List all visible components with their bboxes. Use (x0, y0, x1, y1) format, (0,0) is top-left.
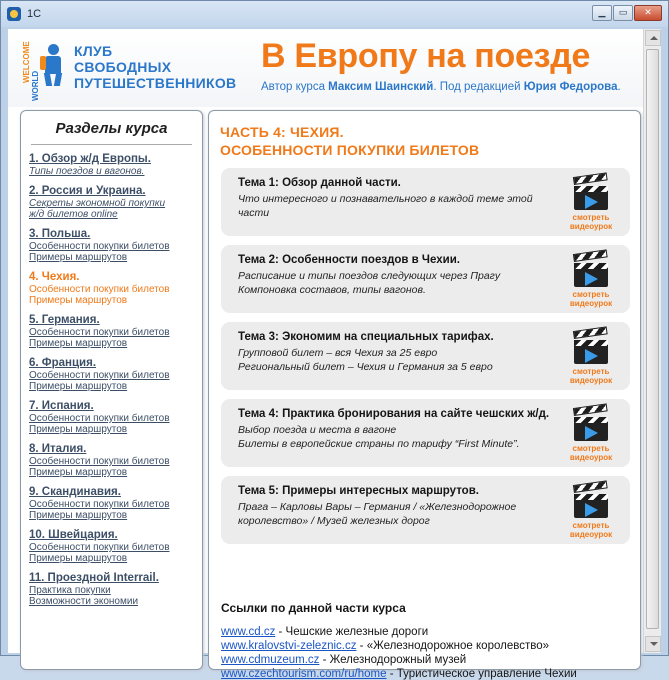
scroll-up-arrow-icon[interactable] (645, 30, 661, 46)
sidebar-subitem-link[interactable]: Примеры маршрутов (29, 467, 128, 478)
window-controls (592, 5, 662, 21)
watch-video-button[interactable] (564, 483, 618, 541)
sidebar-subitem-link[interactable]: Практика покупки (29, 585, 111, 596)
topic-description-line: Групповой билет – вся Чехия за 25 евро (238, 347, 438, 359)
topic-description (238, 346, 548, 374)
course-title: В Европу на поезде (261, 37, 591, 75)
topic-title: Тема 5: Примеры интересных маршрутов. (238, 485, 479, 497)
sidebar-item-2[interactable] (29, 185, 202, 220)
sidebar-subitem-link[interactable]: Возможности экономии (29, 596, 139, 607)
sidebar-subitem-link[interactable]: Примеры маршрутов (29, 295, 128, 306)
watch-video-label-line1[interactable]: смотреть (572, 367, 610, 376)
sidebar-item-7[interactable] (29, 400, 202, 435)
topic-description-line: королевство» / Музей железных дорог (238, 515, 430, 527)
clapperboard-play-icon[interactable] (574, 483, 608, 518)
reference-link-row (221, 626, 428, 638)
club-name-line3: ПУТЕШЕСТВЕННИКОВ (74, 75, 237, 91)
logo-world-text: WORLD (31, 70, 40, 101)
sidebar-subitem-link[interactable]: Особенности покупки билетов (29, 542, 170, 553)
sidebar-subitem-link[interactable]: Особенности покупки билетов (29, 499, 170, 510)
sidebar-item-10[interactable] (29, 529, 202, 564)
reference-link-description: - «Железнодорожное королевство» (356, 640, 549, 652)
watch-video-button[interactable] (564, 175, 618, 233)
reference-link-row (221, 668, 577, 680)
scroll-thumb[interactable] (646, 49, 659, 629)
links-title: Ссылки по данной части курса (221, 601, 406, 615)
topic-description-line: Региональный билет – Чехия и Германия за 5 евро (238, 361, 493, 373)
part-title-line2: ОСОБЕННОСТИ ПОКУПКИ БИЛЕТОВ (220, 142, 480, 158)
topic-title: Тема 4: Практика бронирования на сайте чешских ж/д. (238, 408, 550, 420)
sidebar-subitem-link[interactable]: Примеры маршрутов (29, 381, 128, 392)
topic-description-line: Выбор поезда и места в вагоне (238, 424, 397, 436)
title-bar[interactable] (1, 1, 668, 27)
topic-description-line: Расписание и типы поездов следующих через Прагу (238, 270, 501, 282)
watch-video-button[interactable] (564, 406, 618, 464)
window-title: 1С (27, 8, 42, 20)
traveler-logo-icon (40, 44, 68, 86)
topic-card-3 (221, 322, 630, 390)
author-name: Максим Шаинский (328, 81, 434, 93)
topic-description-line: Что интересного и познавательного в каждой теме этой (238, 193, 533, 205)
sidebar-subitem-link[interactable]: Особенности покупки билетов (29, 327, 170, 338)
sidebar-subitem-link[interactable]: Особенности покупки билетов (29, 241, 170, 252)
sidebar-item-4[interactable] (29, 271, 202, 306)
sidebar-item-heading[interactable]: 5. Германия. (29, 314, 100, 326)
maximize-button[interactable]: ▭ (613, 5, 633, 21)
watch-video-label[interactable] (564, 213, 618, 231)
scroll-down-arrow-icon[interactable] (645, 636, 661, 652)
topic-card-1 (221, 168, 630, 236)
club-name (74, 43, 236, 91)
sidebar-item-6[interactable] (29, 357, 202, 392)
sidebar-item-heading[interactable]: 8. Италия. (29, 443, 87, 455)
sidebar-subitem-link[interactable]: Типы поездов и вагонов. (29, 166, 145, 177)
sidebar-item-heading[interactable]: 9. Скандинавия. (29, 486, 121, 498)
sidebar-item-1[interactable] (29, 153, 202, 177)
reference-link-row (221, 654, 466, 666)
topic-title: Тема 1: Обзор данной части. (238, 177, 401, 189)
sidebar-item-heading[interactable]: 6. Франция. (29, 357, 97, 369)
topic-description-line: Прага – Карловы Вары – Германия / «Железнодорожное (238, 501, 517, 513)
sidebar-title: Разделы курса (55, 120, 168, 137)
sidebar-subitem-link[interactable]: Примеры маршрутов (29, 252, 128, 263)
sidebar-item-heading[interactable]: 4. Чехия. (29, 271, 80, 283)
sidebar-item-heading[interactable]: 3. Польша. (29, 228, 91, 240)
editor-name: Юрия Федорова (523, 81, 618, 93)
section-list (29, 153, 202, 607)
sidebar-item-3[interactable] (29, 228, 202, 263)
editor-prefix: . Под редакцией (433, 81, 524, 93)
vertical-scrollbar[interactable] (643, 29, 661, 653)
topic-description (238, 423, 548, 451)
sidebar-subitem-link[interactable]: Примеры маршрутов (29, 510, 128, 521)
reference-link-description: - Туристическое управление Чехии (386, 668, 577, 680)
watch-video-button[interactable] (564, 252, 618, 310)
sidebar-subitem-link[interactable]: Примеры маршрутов (29, 424, 128, 435)
sidebar-subitem-link[interactable]: Секреты экономной покупки (29, 198, 166, 209)
logo-welcome-text: WELCOME (22, 41, 31, 83)
author-suffix: . (617, 81, 621, 93)
clapperboard-play-icon[interactable] (574, 329, 608, 364)
watch-video-label-line2[interactable]: видеоурок (569, 222, 613, 231)
sidebar-item-8[interactable] (29, 443, 202, 478)
sidebar-subitem-link[interactable]: Особенности покупки билетов (29, 284, 170, 295)
clapperboard-play-icon[interactable] (574, 252, 608, 287)
club-name-line2: СВОБОДНЫХ (74, 59, 172, 75)
club-name-line1: КЛУБ (74, 43, 113, 59)
logo-side-text (22, 43, 42, 103)
reference-link[interactable]: www.cdmuzeum.cz (221, 654, 320, 666)
sidebar-divider (31, 144, 192, 145)
watch-video-label-line2[interactable]: видеоурок (569, 299, 613, 308)
topic-description-line: Билеты в европейские страны по тарифу “First Minute”. (238, 438, 520, 450)
topic-description-line: Компоновка составов, типы вагонов. (238, 284, 426, 296)
sidebar-subitem-link[interactable]: Примеры маршрутов (29, 338, 128, 349)
client-area (8, 29, 661, 680)
topic-description-line: части (238, 207, 270, 219)
sidebar-item-heading[interactable]: 2. Россия и Украина. (29, 185, 146, 197)
clapperboard-play-icon[interactable] (574, 175, 608, 210)
part-title (220, 123, 479, 159)
reference-link[interactable]: www.cd.cz (221, 626, 276, 638)
sidebar-subitem-link[interactable]: Примеры маршрутов (29, 553, 128, 564)
watch-video-label[interactable] (564, 444, 618, 462)
minimize-button[interactable]: ▁ (592, 5, 612, 21)
watch-video-label-line2[interactable]: видеоурок (569, 530, 613, 539)
topic-card-4 (221, 399, 630, 467)
watch-video-label-line1[interactable]: смотреть (572, 521, 610, 530)
clapperboard-play-icon[interactable] (574, 406, 608, 441)
part-content (208, 110, 641, 680)
topic-title: Тема 2: Особенности поездов в Чехии. (238, 254, 460, 266)
watch-video-label[interactable] (564, 367, 618, 385)
sidebar-item-heading[interactable]: 11. Проездной Interrail. (29, 572, 159, 584)
reference-link-row (221, 640, 549, 652)
sidebar-subitem-link[interactable]: Особенности покупки билетов (29, 456, 170, 467)
reference-link-description: - Чешские железные дороги (275, 626, 429, 638)
sidebar-subitem-link[interactable]: Особенности покупки билетов (29, 413, 170, 424)
watch-video-button[interactable] (564, 329, 618, 387)
course-header (8, 29, 661, 107)
watch-video-label[interactable] (564, 290, 618, 308)
sidebar-item-5[interactable] (29, 314, 202, 349)
sidebar-subitem-link[interactable]: ж/д билетов online (29, 209, 118, 220)
sidebar-item-heading[interactable]: 10. Швейцария. (29, 529, 118, 541)
topic-description (238, 192, 548, 220)
topic-title: Тема 3: Экономим на специальных тарифах. (238, 331, 494, 343)
sidebar-item-11[interactable] (29, 572, 202, 607)
course-author (261, 81, 621, 93)
watch-video-label-line2[interactable]: видеоурок (569, 376, 613, 385)
watch-video-label-line1[interactable]: смотреть (572, 444, 610, 453)
app-icon (7, 7, 21, 21)
watch-video-label-line1[interactable]: смотреть (572, 290, 610, 299)
reference-link[interactable]: www.kralovstvi-zeleznic.cz (221, 640, 357, 652)
watch-video-label[interactable] (564, 521, 618, 539)
topic-description (238, 269, 548, 297)
close-button[interactable]: ✕ (634, 5, 662, 21)
topic-description (238, 500, 548, 528)
course-sections-sidebar (20, 110, 203, 670)
part-title-line1: ЧАСТЬ 4: ЧЕХИЯ. (220, 124, 344, 140)
reference-link-description: - Железнодорожный музей (319, 654, 467, 666)
watch-video-label-line2[interactable]: видеоурок (569, 453, 613, 462)
reference-link[interactable]: www.czechtourism.com/ru/home (221, 668, 387, 680)
sidebar-item-9[interactable] (29, 486, 202, 521)
topic-card-5 (221, 476, 630, 544)
topic-card-2 (221, 245, 630, 313)
watch-video-label-line1[interactable]: смотреть (572, 213, 610, 222)
sidebar-subitem-link[interactable]: Особенности покупки билетов (29, 370, 170, 381)
sidebar-item-heading[interactable]: 1. Обзор ж/д Европы. (29, 153, 151, 165)
author-prefix: Автор курса (261, 81, 329, 93)
sidebar-item-heading[interactable]: 7. Испания. (29, 400, 94, 412)
